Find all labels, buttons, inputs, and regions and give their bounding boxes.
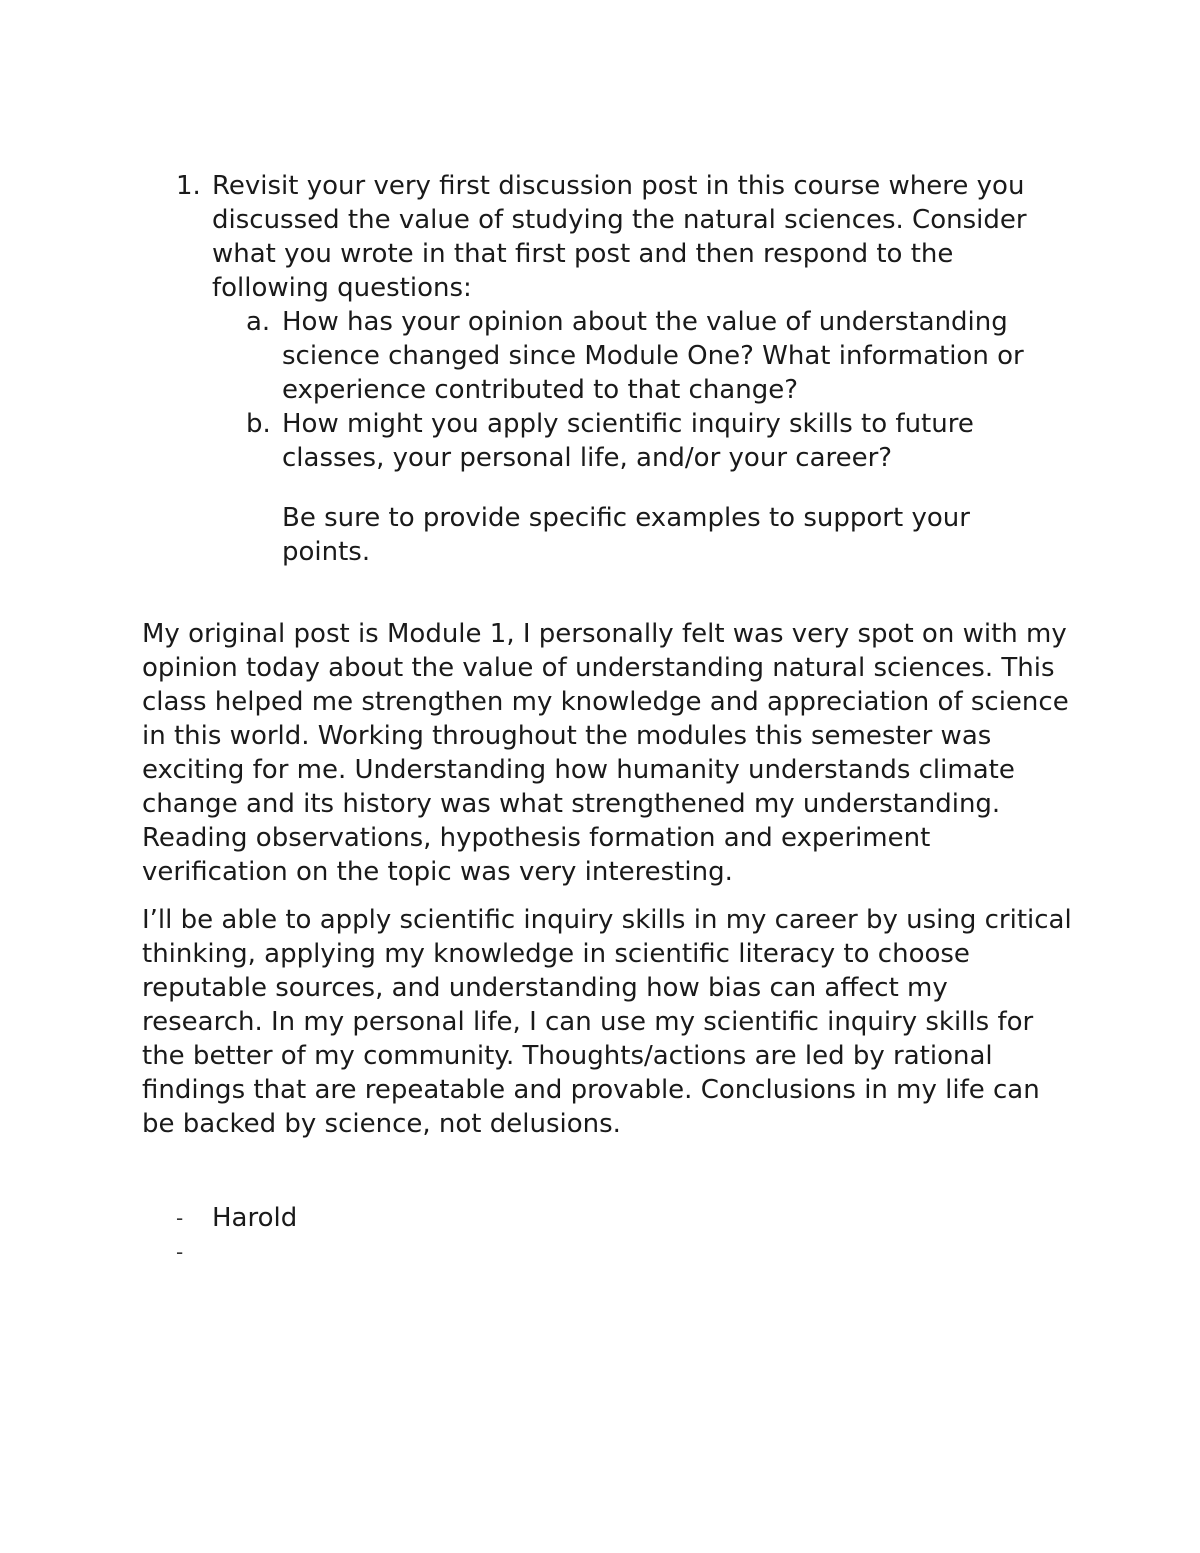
question-item <box>176 169 1076 305</box>
dash-bullet: - <box>176 1240 184 1264</box>
question-number: 1. <box>176 171 201 201</box>
sub-question-text: How has your opinion about the value of understanding science changed since Module One? What information or experience contributed to that change? <box>282 307 1024 405</box>
sub-question-a <box>246 305 1046 407</box>
sub-question-letter: a. <box>246 307 271 337</box>
answer-paragraph-2: I’ll be able to apply scientific inquiry skills in my career by using critical thinking, applying my knowledge in scientific literacy to choose reputable sources, and understanding how bias can affect my research. In my personal life, I can use my scientific inquiry skills for the better of my community. Thoughts/actions are led by rational findings that are repeatable and provable. Conclusions in my life can be backed by science, not delusions. <box>142 905 1072 1139</box>
question-block <box>176 169 1076 569</box>
sub-question-list <box>246 305 1046 475</box>
signature-list <box>176 1201 576 1269</box>
signature-name: Harold <box>212 1203 298 1233</box>
signature-item-empty <box>176 1235 576 1269</box>
sub-question-b <box>246 407 1046 475</box>
answer-paragraph-1: My original post is Module 1, I personally felt was very spot on with my opinion today about the value of understanding natural sciences. This class helped me strengthen my knowledge and appreciation of science in this world. Working throughout the modules this semester was exciting for me. Understanding how humanity understands climate change and its history was what strengthened my understanding. Reading observations, hypothesis formation and experiment verification on the topic was very interesting. <box>142 619 1069 887</box>
signature-item <box>176 1201 576 1235</box>
question-note: Be sure to provide specific examples to support your points. <box>282 503 970 567</box>
sub-question-text: How might you apply scientific inquiry skills to future classes, your personal life, and/or your career? <box>282 409 974 473</box>
sub-question-letter: b. <box>246 409 271 439</box>
question-text: Revisit your very first discussion post in this course where you discussed the value of studying the natural sciences. Consider what you wrote in that first post and then respond to the following questions: <box>212 171 1027 303</box>
dash-bullet: - <box>176 1206 184 1230</box>
answer-block <box>142 617 1072 1155</box>
signature-empty-text <box>212 1235 512 1269</box>
